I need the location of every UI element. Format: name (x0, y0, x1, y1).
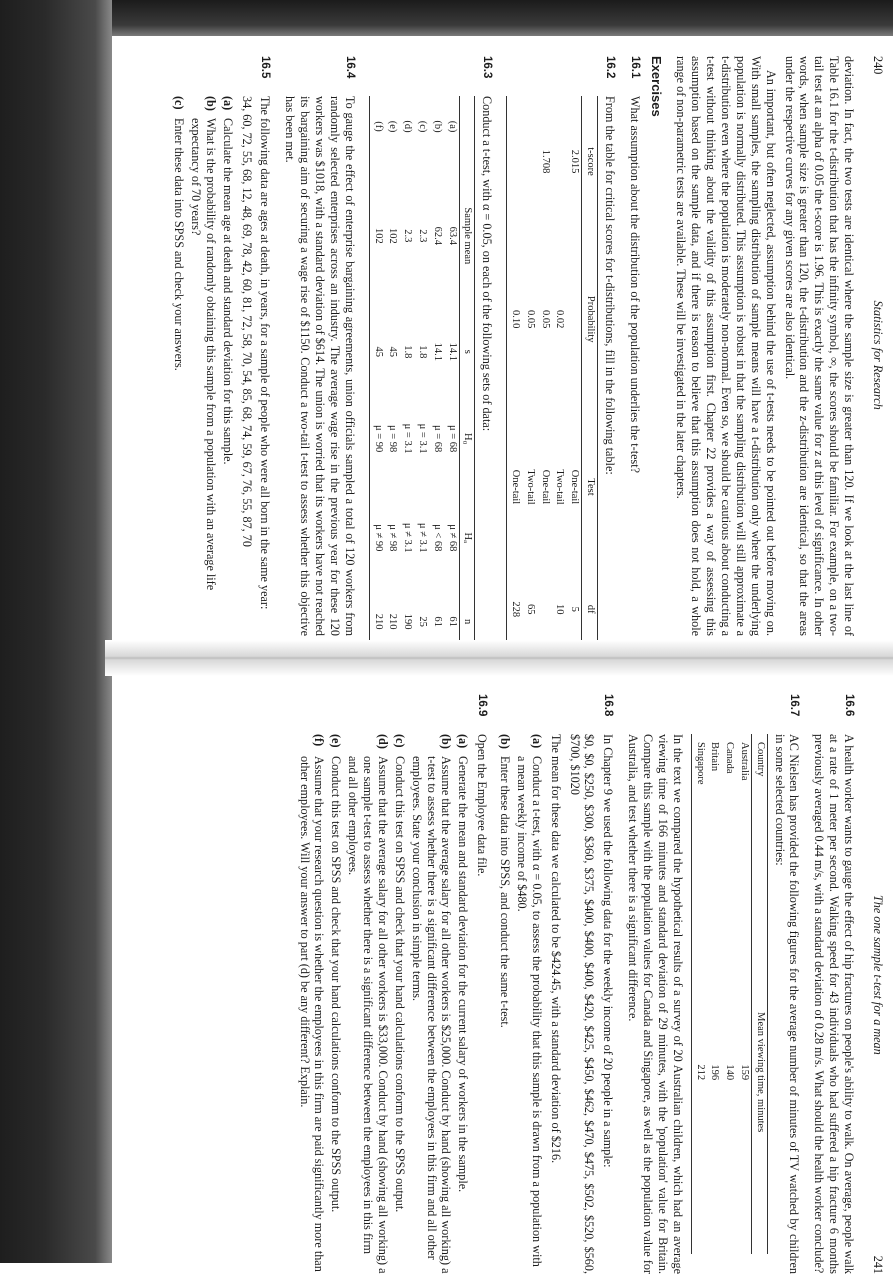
exercise-data: $0, $0, $250, $300, $360, $375, $400, $400, $400, $420, $425, $450, $462, $470, $475, $502, $520, $560, $700, $1020 (567, 734, 597, 1274)
table-cell: 140 (724, 1064, 736, 1081)
table-cell: One-tail (507, 411, 522, 562)
table-cell: 210 (369, 587, 384, 650)
exercise-number: 16.7 (788, 694, 801, 717)
exercise-number: 16.9 (476, 694, 489, 717)
table-cell: 14.1 (431, 342, 443, 361)
paragraph: deviation. In fact, the two tests are identical where the sample size is greater than 120. If we look at the last line of Table 16.1 for the t-distribution that has the infinity symbol, ∞, the scores should be familiar. For example, on a two-tail test at an alpha of 0.05 the t-score is 1.96. This is exactly the same value for z at this level of significance. In other words, when sample size is greater than 120, the t-distribution and the z-distribution are identical, so that the areas under the respective curves for any given scores are also identical. (782, 56, 857, 636)
exercise-part (497, 734, 512, 1274)
exercise-number: 16.2 (603, 56, 616, 79)
exercise-16-2 (500, 56, 617, 636)
table-header: Country (751, 734, 767, 890)
table-cell: 1.8 (402, 345, 414, 359)
table-header: Probability (582, 227, 598, 411)
table-header: Hₐ (459, 488, 475, 587)
table-row (566, 96, 581, 650)
scan-shadow-left (0, 0, 112, 1263)
table-cell: μ = 90 (369, 389, 384, 488)
page-240 (112, 30, 893, 650)
table-row (552, 96, 567, 650)
table-cell: 61 (446, 616, 458, 627)
table-cell: 10 (554, 604, 566, 615)
table-cell: μ ≠ 68 (446, 524, 458, 552)
part-label: (a) (456, 734, 471, 749)
exercise-text: In the text we compared the hypothetical results of a survey of 20 Australian children, which had an average viewing time of 166 minutes and standard deviation of 29 minutes, with the 'population' value for Britain. Compare this sample with the population values for Canada and Singapore, as well as the population value for Australia, and test whether there is a significant difference. (626, 734, 685, 1274)
table-cell: 14.1 (446, 342, 458, 361)
page-number: 241 (871, 1255, 885, 1274)
table-cell: 5 (569, 606, 581, 612)
running-head (870, 694, 885, 1274)
table-cell: μ = 68 (431, 424, 443, 453)
running-head-title: The one sample t-test for a mean (871, 894, 885, 1055)
table-cell: Britain (709, 742, 721, 772)
exercise-number: 16.1 (628, 56, 641, 79)
exercise-part (392, 734, 407, 1274)
part-text: What is the probability of randomly obtaining this sample from a population with an average life expectancy of 70 years? (188, 118, 218, 591)
table-row (414, 96, 429, 650)
running-head (870, 56, 885, 636)
table-cell: 0.02 (554, 310, 566, 329)
table-cell: 159 (738, 1064, 750, 1081)
exercise-16-3 (363, 56, 494, 636)
exercise-number: 16.4 (343, 56, 356, 79)
table-cell: 25 (416, 616, 428, 627)
exercise-text: Open the Employee data file. (475, 734, 490, 877)
exercise-16-1 (623, 56, 642, 636)
table-cell: 2.3 (416, 229, 428, 243)
table-cell: μ = 98 (387, 424, 399, 453)
exercise-number: 16.6 (843, 694, 856, 717)
part-text: Generate the mean and standard deviation for the current salary of workers in the sample. (456, 756, 471, 1193)
exercise-text: Conduct a t-test, with α = 0.05, on each of the following sets of data: (480, 96, 495, 432)
exercise-16-5 (169, 56, 272, 636)
page-number: 240 (871, 56, 885, 75)
table-cell: 2.015 (569, 149, 581, 174)
exercise-text: What assumption about the distribution of the population underlies the t-test? (627, 96, 642, 474)
table-cell (552, 96, 567, 227)
exercise-16-7 (621, 694, 801, 1274)
part-text: Calculate the mean age at death and standard deviation for this sample. (220, 118, 235, 465)
table-cell: μ = 3.1 (402, 423, 414, 454)
table-cell: Singapore (691, 734, 706, 890)
table-cell (566, 227, 581, 411)
table-row (444, 96, 459, 650)
exercise-part (220, 96, 235, 636)
exercise-part (328, 734, 343, 1274)
table-cell (537, 563, 552, 650)
table-cell: μ ≠ 98 (387, 524, 399, 552)
section-heading: Exercises (648, 56, 664, 117)
table-cell: 0.05 (539, 310, 551, 329)
table-cell: (e) (387, 120, 399, 133)
table-cell: One-tail (569, 469, 581, 505)
ttest-data-table (369, 96, 476, 650)
exercise-number: 16.5 (259, 56, 272, 79)
exercise-text: To gauge the effect of enterprise bargaining agreements, union officials sampled a total of 120 workers from randomly selected enterprises across an industry. The average wage rise in the previous year for these 120 workers was $1018, with a standard deviation of $614. The union is worried that its workers have not reached its bargaining aim of securing a wage rise of $1150. Conduct a two-tail t-test to assess whether this objective has been met. (283, 96, 357, 636)
table-cell: 45 (369, 315, 384, 389)
part-text: Enter these data into SPSS, and conduct the same t-test. (498, 756, 513, 1028)
table-cell: 196 (709, 1064, 721, 1081)
table-cell: (a) (446, 120, 458, 133)
part-label: (b) (439, 734, 454, 749)
table-cell: 63.4 (446, 226, 458, 246)
part-label: (a) (220, 96, 235, 111)
paragraph: An important, but often neglected, assumption behind the use of t-tests needs to be pointed out before moving on. With small samples, the sampling distribution of sample means will have a t-distribution only where the underlying population is normally distributed. This assumption is robust in that the sampling distribution will still approximate a t-distribution even where the population is moderately non-normal. Even so, we should be cautious about conducting a t-test without thinking about the validity of this assumption first. Chapter 22 provides a way of assessing this assumption based on the sample data, and if there is reason to believe that this assumption does not hold, a whole range of non-parametric tests are available. These will be investigated in the later chapters. (674, 56, 778, 636)
table-header: n (459, 587, 475, 650)
exercise-part (409, 734, 454, 1274)
part-text: Assume that your research question is whether the employees in this firm are paid significantly more than other employees. Will your answer to part (d) be any different? Explain. (297, 756, 327, 1272)
table-cell: Australia (738, 742, 750, 781)
exercise-text: From the table for critical scores for t-distributions, fill in the following table: (602, 96, 617, 475)
table-cell: 228 (507, 563, 522, 650)
table-cell: 102 (387, 227, 399, 244)
table-cell (522, 96, 537, 227)
table-cell: 0.05 (524, 310, 536, 329)
table-cell (507, 96, 522, 227)
exercise-data: 34, 60, 72, 55, 68, 12, 48, 69, 78, 42, 60, 81, 72, 58, 70, 54, 85, 68, 74, 59, 67, 76, 55, 87, 70 (239, 96, 254, 547)
exercise-16-9 (295, 694, 490, 1274)
table-header: t-score (582, 96, 598, 227)
table-cell: 65 (524, 604, 536, 615)
table-row (691, 734, 706, 1254)
critical-scores-table (506, 96, 598, 650)
exercise-part (514, 734, 544, 1274)
part-text: Assume that the average salary for all other workers is $33,000. Conduct by hand (showing all working) a one sample t-test to assess whether there is a significant difference between the employees in this firm and all other employees. (346, 756, 390, 1274)
table-row (507, 96, 522, 650)
exercise-16-8 (495, 694, 615, 1274)
table-cell: 62.4 (431, 226, 443, 246)
table-header: Test (582, 411, 598, 562)
table-cell: Two-tail (524, 469, 536, 505)
table-cell: 0.10 (507, 227, 522, 411)
part-label: (c) (172, 96, 187, 110)
table-cell: μ < 68 (431, 524, 443, 552)
exercise-text: A health worker wants to gauge the effect of hip fractures on people's ability to walk. On average, people walk at a rate of 1 meter per second. Walking speed for 43 individuals who had suffered a hip fracture 6 months previously averaged 0.44 m/s, with a standard deviation of 0.28 m/s. What should the health worker conclude? (812, 734, 857, 1274)
table-cell: (d) (402, 120, 414, 133)
table-cell: 61 (431, 616, 443, 627)
table-cell: 2.3 (402, 229, 414, 243)
table-cell: One-tail (539, 469, 551, 505)
table-cell: (f) (369, 96, 384, 157)
part-label: (d) (375, 734, 390, 749)
table-cell: μ = 68 (446, 424, 458, 453)
table-row (429, 96, 444, 650)
table-row (399, 96, 414, 650)
part-text: Assume that the average salary for all other workers is $25,000. Conduct by hand (showing all working) a t-test to assess whether there is a significant difference between the employees in this firm and all other employees. State your conclusion in simple terms. (409, 756, 454, 1274)
exercise-part (171, 96, 186, 636)
part-label: (c) (392, 734, 407, 748)
table-cell: 190 (402, 613, 414, 630)
table-row (537, 96, 552, 650)
table-header: H₀ (459, 389, 475, 488)
part-label: (f) (312, 734, 327, 747)
table-cell: μ ≠ 3.1 (416, 522, 428, 553)
table-row (369, 96, 384, 650)
exercise-text: The mean for these data we calculated to be $424.45, with a standard deviation of $216. (548, 734, 563, 1164)
table-cell: 1.708 (539, 149, 551, 174)
page-241 (112, 668, 893, 1288)
table-header: Sample mean (459, 157, 475, 315)
table-cell: 45 (387, 346, 399, 358)
table-cell: (c) (416, 120, 428, 133)
table-cell: μ ≠ 90 (369, 488, 384, 587)
exercise-part (455, 734, 470, 1274)
table-cell: 210 (387, 613, 399, 630)
exercise-number: 16.8 (602, 694, 615, 717)
part-label: (e) (329, 734, 344, 748)
table-row (736, 734, 751, 1254)
running-head-title: Statistics for Research (871, 300, 885, 410)
part-text: Conduct a t-test, with α = 0.05, to assess the probability that this sample is drawn from a population with a mean weekly income of $480. (514, 756, 544, 1267)
exercise-text: In Chapter 9 we used the following data for the weekly income of 20 people in a sample: (601, 734, 616, 1168)
exercise-text: The following data are ages at death, in years, for a sample of people who were all born in the same year: (258, 96, 273, 610)
part-label: (b) (498, 734, 513, 749)
table-cell: μ ≠ 3.1 (402, 522, 414, 553)
part-text: Conduct this test on SPSS and check that your hand calculations conform to the SPSS output. (392, 756, 407, 1213)
part-text: Enter these data into SPSS and check your answers. (172, 118, 187, 371)
table-cell: Canada (724, 742, 736, 774)
table-header: df (582, 563, 598, 650)
table-header: Mean viewing time, minutes (751, 890, 767, 1254)
table-cell: 212 (691, 890, 706, 1254)
table-row (522, 96, 537, 650)
table-cell: (b) (431, 120, 443, 133)
exercise-part (345, 734, 390, 1274)
table-row (707, 734, 722, 1254)
exercise-part (297, 734, 327, 1274)
part-text: Conduct this test on SPSS and check that your hand calculations conform to the SPSS output. (329, 756, 344, 1213)
table-row (385, 96, 400, 650)
part-label: (a) (529, 734, 544, 749)
table-cell: Two-tail (554, 469, 566, 505)
exercise-16-4 (278, 56, 356, 636)
exercise-16-6 (808, 694, 857, 1274)
viewing-time-table (691, 734, 768, 1254)
table-cell: μ = 3.1 (416, 423, 428, 454)
table-row (721, 734, 736, 1254)
exercise-part (188, 96, 218, 636)
table-cell: 1.8 (416, 345, 428, 359)
part-label: (b) (203, 96, 218, 111)
table-header (459, 96, 475, 157)
table-cell: 102 (369, 157, 384, 315)
table-header: s (459, 315, 475, 389)
exercise-number: 16.3 (481, 56, 494, 79)
exercise-text: AC Nielsen has provided the following figures for the average number of minutes of TV watched by children in some selected countries: (772, 734, 802, 1274)
